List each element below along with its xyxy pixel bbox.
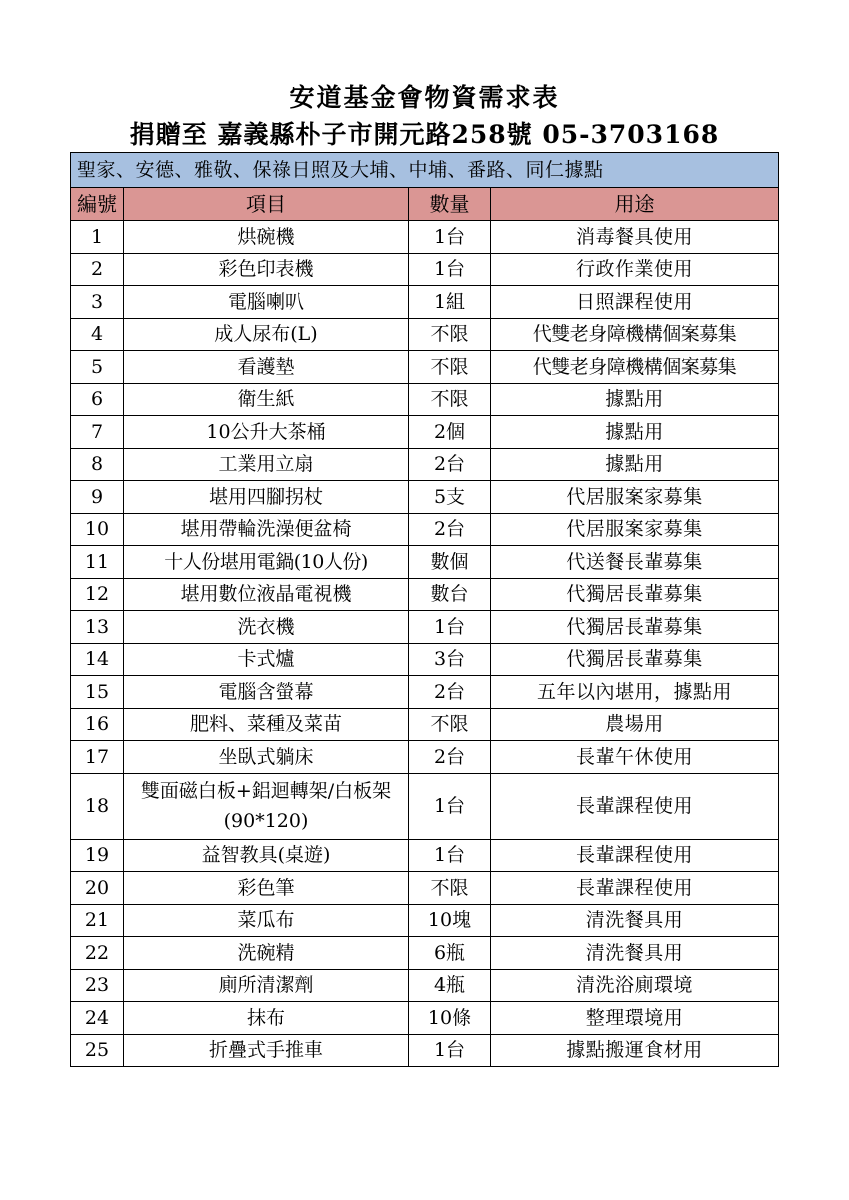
table-row (71, 351, 779, 384)
row-item: 菜瓜布 (124, 904, 409, 937)
table-row (71, 708, 779, 741)
row-item: 電腦喇叭 (124, 286, 409, 319)
table-row (71, 286, 779, 319)
row-quantity: 不限 (409, 318, 491, 351)
table-row (71, 318, 779, 351)
row-item: 烘碗機 (124, 221, 409, 254)
row-number: 13 (71, 611, 124, 644)
table-row (71, 383, 779, 416)
row-purpose: 日照課程使用 (491, 286, 779, 319)
row-item: 堪用四腳拐杖 (124, 481, 409, 514)
row-number: 7 (71, 416, 124, 449)
table-row (71, 741, 779, 774)
row-item: 衛生紙 (124, 383, 409, 416)
row-purpose: 行政作業使用 (491, 253, 779, 286)
row-quantity: 6瓶 (409, 937, 491, 970)
row-purpose: 清洗浴廁環境 (491, 969, 779, 1002)
header-item: 項目 (124, 188, 409, 221)
row-number: 25 (71, 1034, 124, 1067)
row-purpose: 長輩午休使用 (491, 741, 779, 774)
row-quantity: 1台 (409, 611, 491, 644)
row-item: 看護墊 (124, 351, 409, 384)
row-item: 堪用帶輪洗澡便盆椅 (124, 513, 409, 546)
row-quantity: 數台 (409, 578, 491, 611)
row-number: 24 (71, 1002, 124, 1035)
donation-address: 捐贈至 嘉義縣朴子市開元路258號 05-3703168 (129, 120, 720, 149)
row-number: 8 (71, 448, 124, 481)
table-row (71, 904, 779, 937)
document-title: 安道基金會物資需求表 (289, 83, 560, 112)
row-number: 22 (71, 937, 124, 970)
table-row (71, 578, 779, 611)
locations-banner: 聖家、安德、雅敬、保祿日照及大埔、中埔、番路、同仁據點 (71, 153, 779, 188)
table-row (71, 839, 779, 872)
row-item: 堪用數位液晶電視機 (124, 578, 409, 611)
row-item: 坐臥式躺床 (124, 741, 409, 774)
row-item: 10公升大茶桶 (124, 416, 409, 449)
row-quantity: 1組 (409, 286, 491, 319)
row-purpose: 代獨居長輩募集 (491, 578, 779, 611)
row-number: 14 (71, 643, 124, 676)
row-item: 電腦含螢幕 (124, 676, 409, 709)
row-item: 洗碗精 (124, 937, 409, 970)
row-item: 折疊式手推車 (124, 1034, 409, 1067)
table-row (71, 969, 779, 1002)
table-row (71, 611, 779, 644)
table-header-row (71, 188, 779, 221)
row-purpose: 代居服案家募集 (491, 513, 779, 546)
row-number: 23 (71, 969, 124, 1002)
row-number: 15 (71, 676, 124, 709)
row-item: 彩色筆 (124, 872, 409, 905)
row-purpose: 整理環境用 (491, 1002, 779, 1035)
row-number: 9 (71, 481, 124, 514)
header-purpose: 用途 (491, 188, 779, 221)
row-item: 工業用立扇 (124, 448, 409, 481)
row-purpose: 據點搬運食材用 (491, 1034, 779, 1067)
table-row (71, 676, 779, 709)
row-purpose: 據點用 (491, 416, 779, 449)
table-row (71, 773, 779, 839)
row-quantity: 3台 (409, 643, 491, 676)
row-number: 11 (71, 546, 124, 579)
table-row (71, 643, 779, 676)
row-purpose: 據點用 (491, 383, 779, 416)
table-row (71, 448, 779, 481)
supply-needs-table (70, 152, 779, 1067)
row-item: 雙面磁白板+鋁迴轉架/白板架(90*120) (124, 773, 409, 839)
row-purpose: 五年以內堪用，據點用 (491, 676, 779, 709)
row-number: 19 (71, 839, 124, 872)
row-quantity: 1台 (409, 253, 491, 286)
row-item: 廁所清潔劑 (124, 969, 409, 1002)
row-quantity: 不限 (409, 708, 491, 741)
locations-banner-row (71, 153, 779, 188)
row-purpose: 代雙老身障機構個案募集 (491, 351, 779, 384)
row-purpose: 代獨居長輩募集 (491, 643, 779, 676)
table-row (71, 872, 779, 905)
row-number: 16 (71, 708, 124, 741)
row-purpose: 清洗餐具用 (491, 904, 779, 937)
row-purpose: 農場用 (491, 708, 779, 741)
row-purpose: 長輩課程使用 (491, 839, 779, 872)
row-purpose: 代居服案家募集 (491, 481, 779, 514)
row-number: 20 (71, 872, 124, 905)
row-item: 卡式爐 (124, 643, 409, 676)
row-quantity: 不限 (409, 383, 491, 416)
row-quantity: 不限 (409, 351, 491, 384)
row-number: 4 (71, 318, 124, 351)
row-number: 1 (71, 221, 124, 254)
row-number: 18 (71, 773, 124, 839)
row-quantity: 4瓶 (409, 969, 491, 1002)
row-purpose: 長輩課程使用 (491, 872, 779, 905)
header-number: 編號 (71, 188, 124, 221)
row-item: 肥料、菜種及菜苗 (124, 708, 409, 741)
row-quantity: 1台 (409, 773, 491, 839)
row-number: 10 (71, 513, 124, 546)
row-quantity: 5支 (409, 481, 491, 514)
row-quantity: 不限 (409, 872, 491, 905)
row-purpose: 代雙老身障機構個案募集 (491, 318, 779, 351)
row-item: 抹布 (124, 1002, 409, 1035)
row-number: 17 (71, 741, 124, 774)
row-quantity: 2台 (409, 513, 491, 546)
row-number: 12 (71, 578, 124, 611)
table-row (71, 253, 779, 286)
row-number: 3 (71, 286, 124, 319)
row-number: 21 (71, 904, 124, 937)
row-quantity: 2個 (409, 416, 491, 449)
table-row (71, 937, 779, 970)
table-row (71, 221, 779, 254)
row-item: 十人份堪用電鍋(10人份) (124, 546, 409, 579)
row-purpose: 據點用 (491, 448, 779, 481)
row-quantity: 1台 (409, 839, 491, 872)
row-number: 5 (71, 351, 124, 384)
row-quantity: 數個 (409, 546, 491, 579)
row-item: 彩色印表機 (124, 253, 409, 286)
table-row (71, 1034, 779, 1067)
row-purpose: 清洗餐具用 (491, 937, 779, 970)
row-purpose: 消毒餐具使用 (491, 221, 779, 254)
row-number: 6 (71, 383, 124, 416)
row-quantity: 1台 (409, 221, 491, 254)
header-quantity: 數量 (409, 188, 491, 221)
row-quantity: 2台 (409, 448, 491, 481)
table-row (71, 546, 779, 579)
row-number: 2 (71, 253, 124, 286)
row-quantity: 2台 (409, 741, 491, 774)
table-row (71, 1002, 779, 1035)
row-item: 益智教具(桌遊) (124, 839, 409, 872)
row-item: 洗衣機 (124, 611, 409, 644)
table-row (71, 481, 779, 514)
row-quantity: 2台 (409, 676, 491, 709)
row-purpose: 長輩課程使用 (491, 773, 779, 839)
row-purpose: 代送餐長輩募集 (491, 546, 779, 579)
row-item: 成人尿布(L) (124, 318, 409, 351)
row-purpose: 代獨居長輩募集 (491, 611, 779, 644)
table-row (71, 416, 779, 449)
row-quantity: 10塊 (409, 904, 491, 937)
table-row (71, 513, 779, 546)
row-quantity: 1台 (409, 1034, 491, 1067)
row-quantity: 10條 (409, 1002, 491, 1035)
